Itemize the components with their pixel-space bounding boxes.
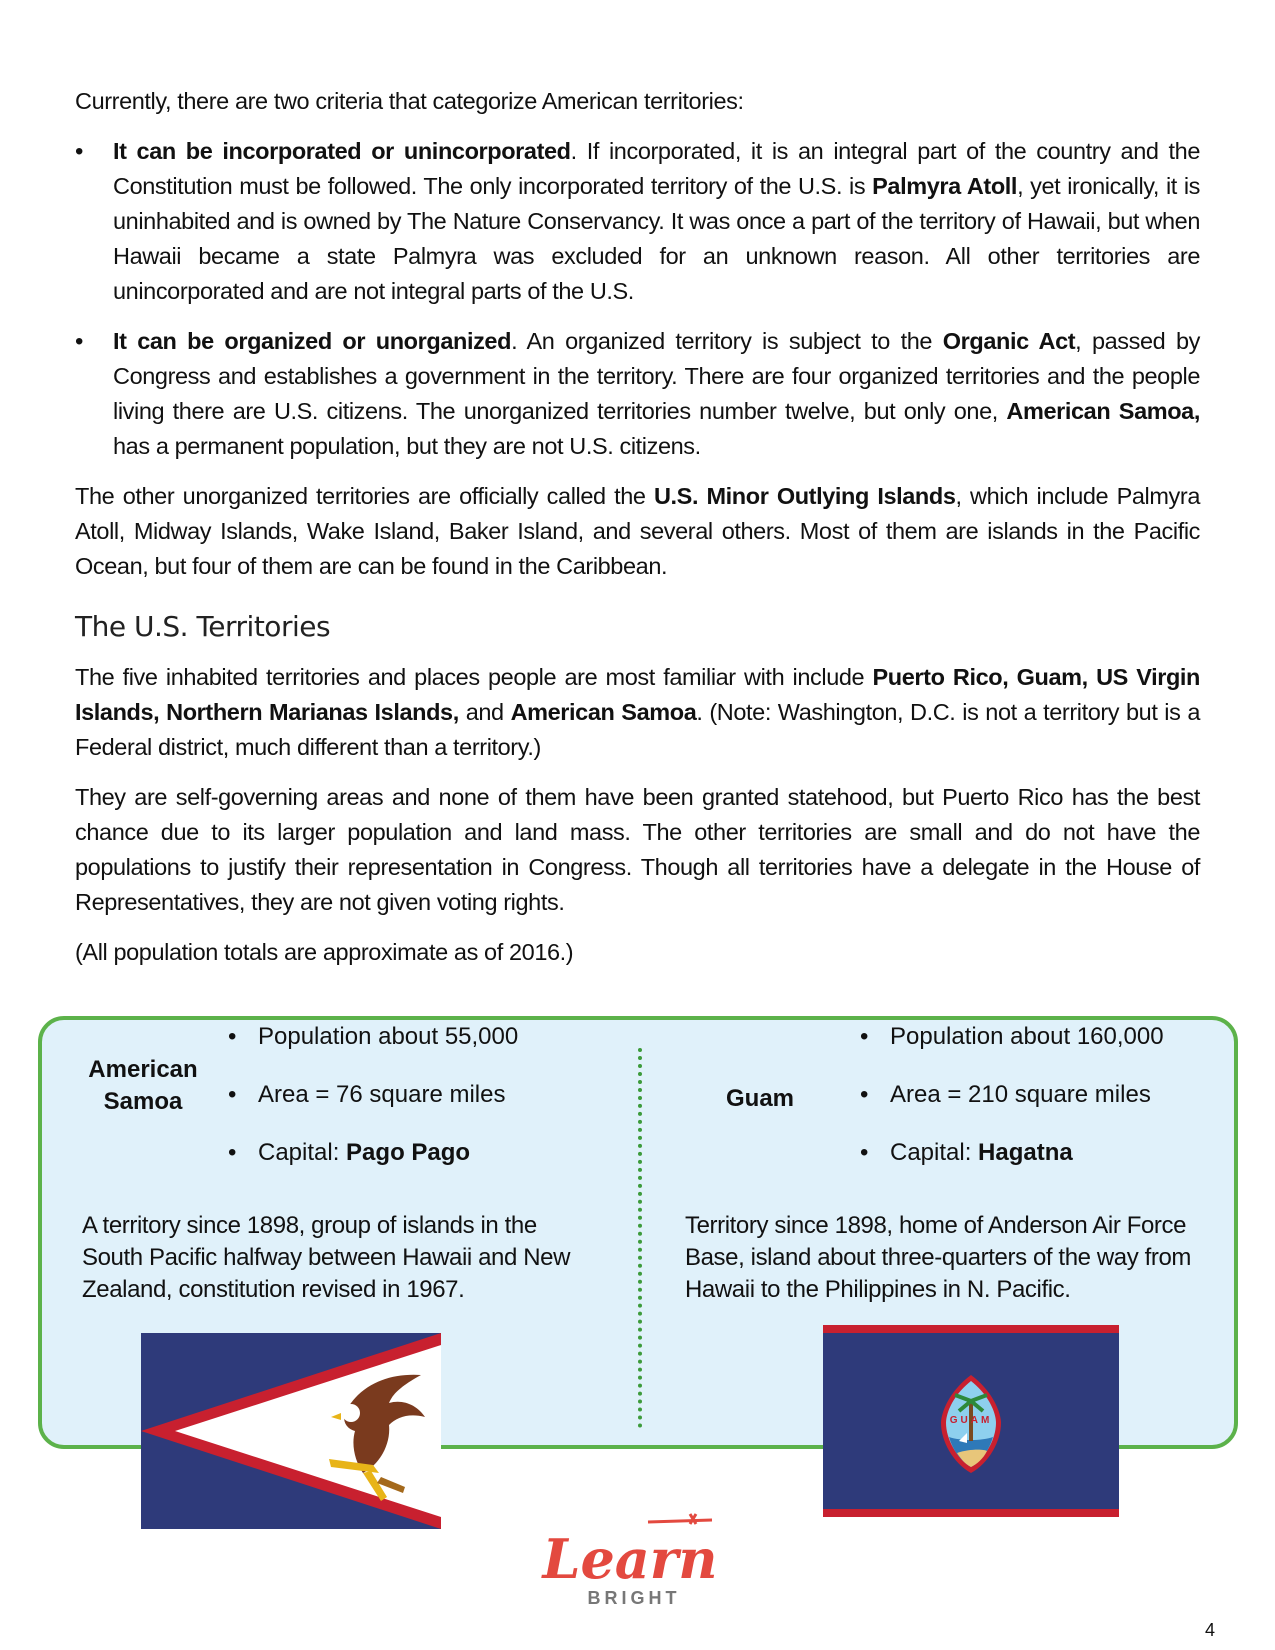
guam-capital [860, 1138, 1220, 1196]
bullet-incorporated [75, 134, 1200, 309]
guam-seal-text: GUAM [949, 1415, 993, 1426]
samoa-capital-value: Pago Pago [346, 1139, 471, 1166]
palmyra-atoll-term: Palmyra Atoll [872, 173, 1018, 199]
samoa-description: A territory since 1898, group of islands in the South Pacific halfway between Hawaii and New Zealand, constitution revised in 1967. [82, 1212, 571, 1303]
bullet-incorporated-text-2: , yet ironically, it is uninhabited and is owned by The Nature Conservancy. It was once a part of the territory of Hawaii, but when Hawaii became a state Palmyra was excluded for an unknown reason. All other territories are unincorporated and are not integral parts of the U.S. [113, 173, 1201, 304]
samoa-area: • Area = 76 square miles [228, 1080, 618, 1138]
bullet-organized-text-2: , passed by Congress and establishes a government in the territory. There are four organized territories and the people living there are U.S. citizens. The unorganized territories number twelve, but only one, [113, 328, 1200, 424]
star-icon [648, 1514, 712, 1524]
guam-flag [823, 1325, 1119, 1517]
bullet-organized-text-3: has a permanent population, but they are not U.S. citizens. [113, 433, 701, 459]
guam-population: • Population about 160,000 [860, 1022, 1220, 1080]
five-territories-text-2: and [458, 699, 511, 725]
guam-area: • Area = 210 square miles [860, 1080, 1220, 1138]
american-samoa-term-2: American Samoa [510, 699, 697, 725]
guam-capital-label: Capital: [890, 1139, 979, 1166]
territories-list-term: Puerto Rico, Guam, US Virgin Islands, Northern Marianas Islands, [75, 664, 1200, 725]
minor-islands-text-1: The other unorganized territories are officially called the [75, 483, 654, 509]
american-samoa-term: American Samoa, [1006, 398, 1200, 424]
population-note: (All population totals are approximate as of 2016.) [75, 939, 574, 965]
samoa-facts [228, 1022, 618, 1196]
box-divider [638, 1048, 642, 1428]
organic-act-term: Organic Act [942, 328, 1076, 354]
bullet-incorporated-lead: It can be incorporated or unincorporated [113, 138, 571, 164]
minor-islands-text-2: , which include Palmyra Atoll, Midway Islands, Wake Island, Baker Island, and several others. Most of them are islands in the Pacific Ocean, but four of them are can be found in the Caribbean. [75, 483, 1200, 579]
guam-facts [860, 1022, 1220, 1196]
bullet-incorporated-text-1: . If incorporated, it is an integral part of the country and the Constitution must be followed. The only incorporated territory of the U.S. is [113, 138, 1200, 199]
american-samoa-flag [141, 1333, 441, 1529]
samoa-name [78, 1054, 208, 1118]
intro-paragraph: Currently, there are two criteria that categorize American territories: [75, 88, 744, 114]
bullet-organized [75, 324, 1200, 464]
samoa-name-line-1: American [88, 1056, 198, 1083]
logo-word: Learn [542, 1527, 718, 1591]
bullet-organized-text-1: . An organized territory is subject to the [511, 328, 943, 354]
five-territories-text-1: The five inhabited territories and places people are most familiar with include [75, 664, 873, 690]
guam-description: Territory since 1898, home of Anderson Air Force Base, island about three-quarters of the way from Hawaii to the Philippines in N. Pacific. [685, 1212, 1192, 1303]
learn-bright-logo [530, 1510, 730, 1610]
section-heading: The U.S. Territories [75, 610, 331, 643]
minor-outlying-islands-term: U.S. Minor Outlying Islands [653, 483, 956, 509]
guam-capital-value: Hagatna [978, 1139, 1073, 1166]
samoa-capital [228, 1138, 618, 1196]
five-territories-text-3: . (Note: Washington, D.C. is not a territory but is a Federal district, much different than a territory.) [75, 699, 1200, 760]
logo-subword: BRIGHT [587, 1588, 681, 1608]
minor-islands-paragraph [75, 479, 1200, 584]
five-territories-paragraph [75, 660, 1200, 765]
self-governing-paragraph: They are self-governing areas and none of them have been granted statehood, but Puerto Rico has the best chance due to its larger population and land mass. The other territories are small and do not have the populations to justify their representation in Congress. Though all territories have a delegate in the House of Representatives, they are not given voting rights. [75, 784, 1200, 915]
samoa-name-line-2: Samoa [103, 1088, 183, 1115]
text-body [75, 84, 1200, 970]
samoa-capital-label: Capital: [258, 1139, 347, 1166]
page-number: 4 [1205, 1620, 1216, 1640]
bullet-organized-lead: It can be organized or unorganized [113, 328, 512, 354]
samoa-population: • Population about 55,000 [228, 1022, 618, 1080]
guam-name: Guam [725, 1085, 794, 1112]
